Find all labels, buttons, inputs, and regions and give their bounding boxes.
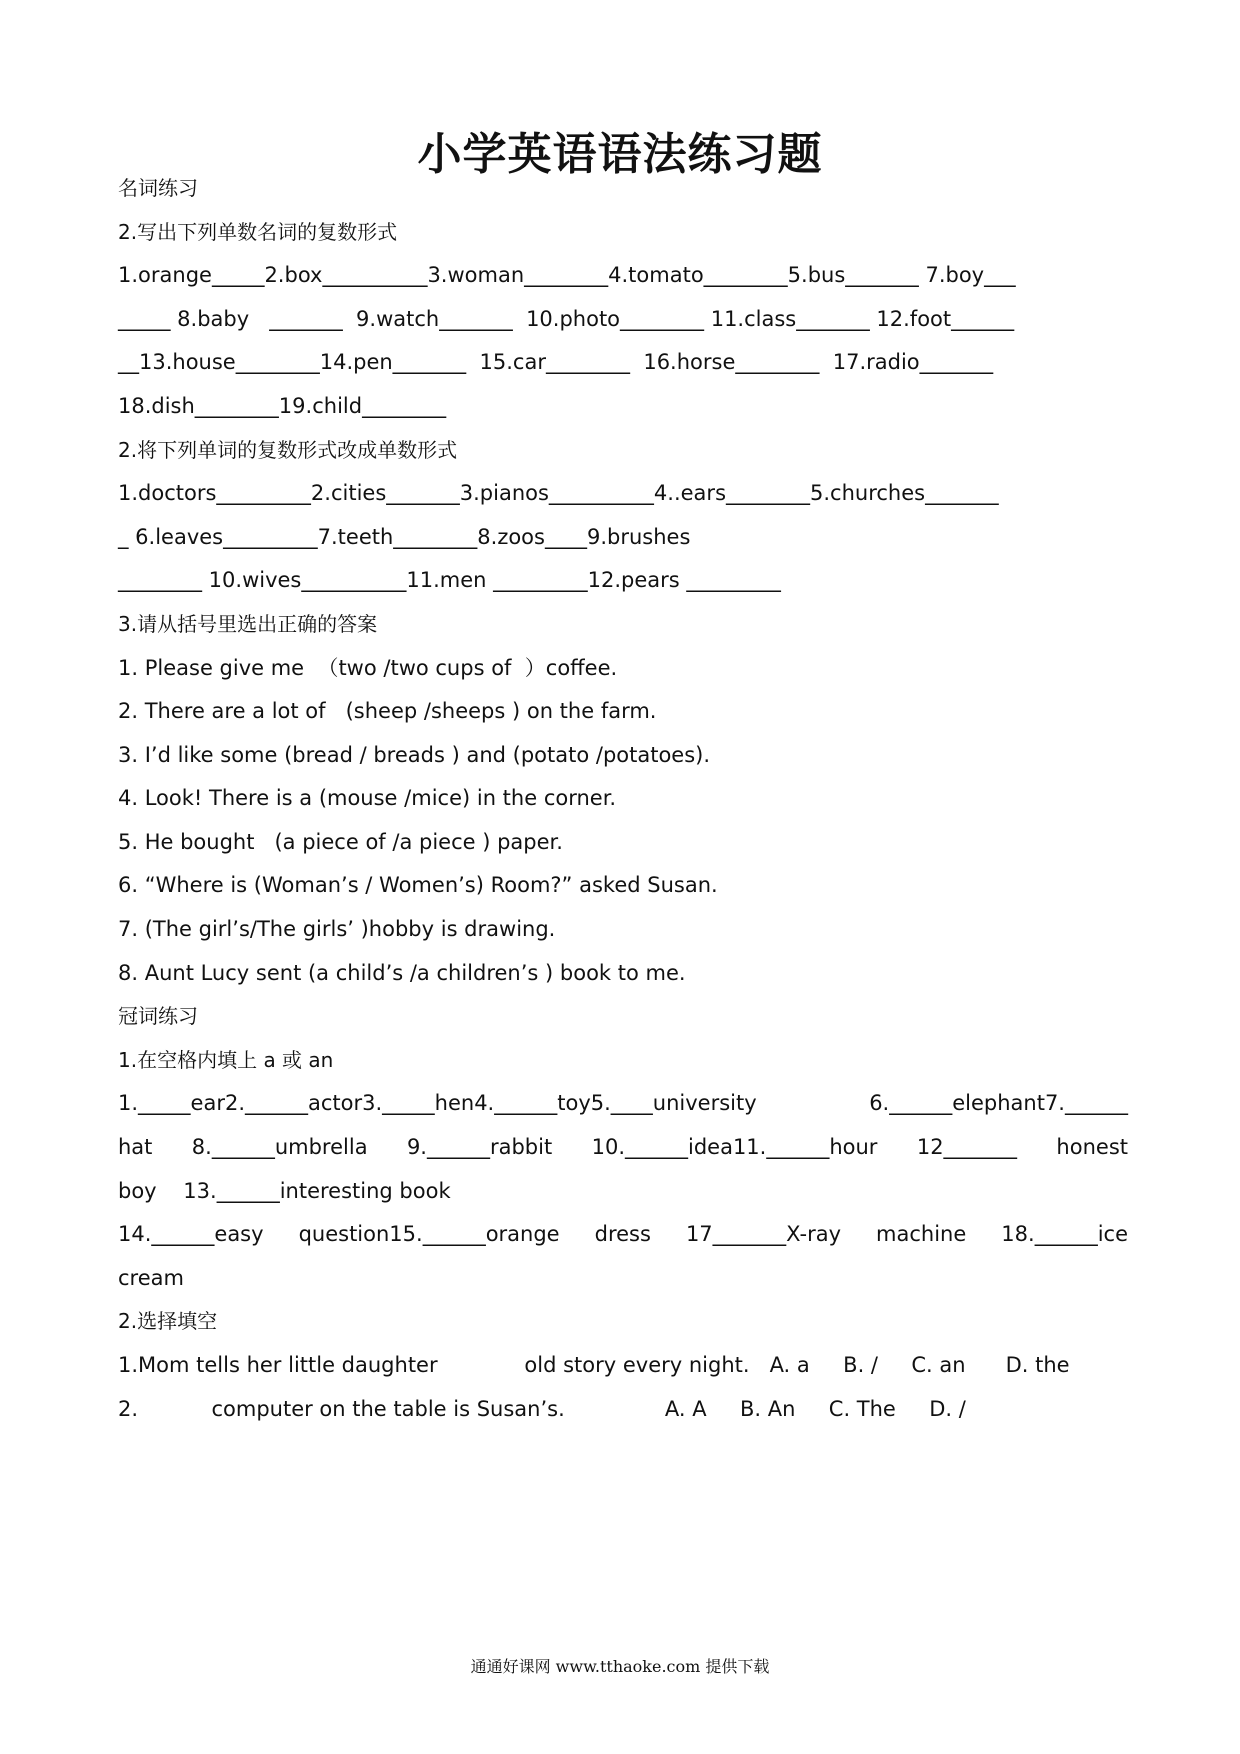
exercise-heading-choose: 3.请从括号里选出正确的答案 bbox=[118, 612, 378, 636]
exercise-line: _____ 8.baby _______ 9.watch_______ 10.photo________ 11.class_______ 12.foot______ bbox=[118, 307, 1015, 331]
exercise-line: boy 13.______interesting book bbox=[118, 1179, 451, 1203]
question-line: 4. Look! There is a (mouse /mice) in the corner. bbox=[118, 786, 617, 810]
question-line: 1. Please give me （two /two cups of ）coffee. bbox=[118, 656, 618, 680]
exercise-line: 1.orange_____2.box__________3.woman________4.tomato________5.bus_______ 7.boy___ bbox=[118, 263, 1016, 287]
exercise-heading-singular: 2.将下列单词的复数形式改成单数形式 bbox=[118, 438, 458, 462]
exercise-line: _ 6.leaves_________7.teeth________8.zoos____9.brushes bbox=[118, 525, 691, 549]
question-line: 3. I’d like some (bread / breads ) and (potato /potatoes). bbox=[118, 743, 711, 767]
question-line: 2. There are a lot of (sheep /sheeps ) on the farm. bbox=[118, 699, 657, 723]
page-footer: 通通好课网 www.tthaoke.com 提供下载 bbox=[470, 1657, 770, 1676]
exercise-line: 1._____ear2.______actor3._____hen4.______toy5.____university 6.______elephant7.______ bbox=[118, 1091, 1128, 1115]
question-line: 8. Aunt Lucy sent (a child’s /a children’s ) book to me. bbox=[118, 961, 686, 985]
exercise-line: cream bbox=[118, 1266, 184, 1290]
exercise-heading-plural: 2.写出下列单数名词的复数形式 bbox=[118, 220, 398, 244]
page-title: 小学英语语法练习题 bbox=[417, 129, 823, 180]
exercise-line: 14.______easy question15.______orange dress 17_______X-ray machine 18.______ice bbox=[118, 1222, 1128, 1246]
exercise-line: 18.dish________19.child________ bbox=[118, 394, 447, 418]
section-heading-nouns: 名词练习 bbox=[118, 176, 198, 200]
exercise-line: 1.doctors_________2.cities_______3.pianos__________4..ears________5.churches_______ bbox=[118, 481, 999, 505]
question-line: 1.Mom tells her little daughter old story every night. A. a B. / C. an D. the bbox=[118, 1353, 1070, 1377]
question-line: 6. “Where is (Woman’s / Women’s) Room?” asked Susan. bbox=[118, 873, 718, 897]
exercise-line: __13.house________14.pen_______ 15.car________ 16.horse________ 17.radio_______ bbox=[118, 350, 994, 374]
exercise-line: ________ 10.wives__________11.men _________12.pears _________ bbox=[118, 568, 781, 592]
exercise-line: hat 8.______umbrella 9.______rabbit 10.______idea11.______hour 12_______ honest bbox=[118, 1135, 1128, 1159]
exercise-heading-a-an: 1.在空格内填上 a 或 an bbox=[118, 1048, 334, 1072]
exercise-heading-multiple-choice: 2.选择填空 bbox=[118, 1309, 218, 1333]
question-line: 7. (The girl’s/The girls’ )hobby is drawing. bbox=[118, 917, 556, 941]
question-line: 2. computer on the table is Susan’s. A. A B. An C. The D. / bbox=[118, 1397, 966, 1421]
question-line: 5. He bought (a piece of /a piece ) paper. bbox=[118, 830, 563, 854]
section-heading-articles: 冠词练习 bbox=[118, 1004, 198, 1028]
